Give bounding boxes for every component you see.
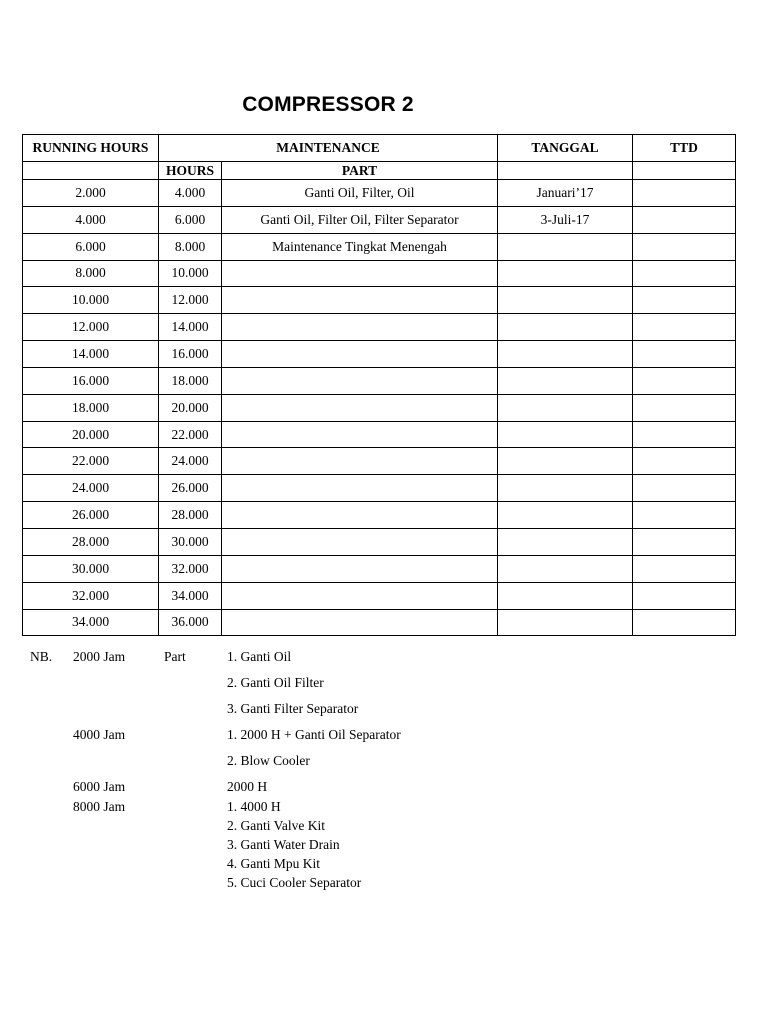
cell-tanggal — [498, 609, 633, 636]
cell-running: 20.000 — [23, 421, 159, 448]
note-item: 2000 H — [227, 779, 268, 794]
header-running-hours: RUNNING HOURS — [23, 135, 159, 162]
note-item: 4. Ganti Mpu Kit — [227, 856, 320, 871]
part-label: Part — [164, 649, 186, 664]
table-row — [23, 367, 736, 394]
note-item: 3. Ganti Water Drain — [227, 837, 340, 852]
jam-4000-label: 4000 Jam — [73, 727, 126, 742]
note-item: 5. Cuci Cooler Separator — [227, 875, 362, 890]
cell-tanggal — [498, 394, 633, 421]
cell-part — [222, 260, 498, 287]
table-row — [23, 609, 736, 636]
cell-ttd — [633, 206, 736, 233]
cell-part — [222, 555, 498, 582]
cell-part — [222, 609, 498, 636]
cell-running: 16.000 — [23, 367, 159, 394]
cell-running: 18.000 — [23, 394, 159, 421]
cell-running: 8.000 — [23, 260, 159, 287]
cell-hours: 26.000 — [159, 475, 222, 502]
cell-part — [222, 448, 498, 475]
header-hours: HOURS — [159, 162, 222, 180]
cell-part: Ganti Oil, Filter Oil, Filter Separator — [222, 206, 498, 233]
cell-hours: 10.000 — [159, 260, 222, 287]
cell-ttd — [633, 555, 736, 582]
cell-tanggal — [498, 287, 633, 314]
subheader-empty — [498, 162, 633, 180]
cell-running: 2.000 — [23, 180, 159, 207]
cell-part — [222, 528, 498, 555]
header-part: PART — [222, 162, 498, 180]
table-row — [23, 180, 736, 207]
note-item: 1. 4000 H — [227, 799, 281, 814]
cell-part — [222, 394, 498, 421]
cell-ttd — [633, 609, 736, 636]
cell-running: 26.000 — [23, 502, 159, 529]
cell-hours: 32.000 — [159, 555, 222, 582]
header-row — [23, 135, 736, 162]
cell-hours: 30.000 — [159, 528, 222, 555]
cell-part: Ganti Oil, Filter, Oil — [222, 180, 498, 207]
cell-running: 22.000 — [23, 448, 159, 475]
cell-part — [222, 314, 498, 341]
cell-ttd — [633, 475, 736, 502]
subheader-empty — [633, 162, 736, 180]
table-row — [23, 260, 736, 287]
cell-hours: 28.000 — [159, 502, 222, 529]
maintenance-table — [22, 134, 736, 636]
table-row — [23, 206, 736, 233]
table-row — [23, 233, 736, 260]
nb-label: NB. — [30, 649, 53, 664]
note-item: 3. Ganti Filter Separator — [227, 701, 359, 716]
cell-tanggal — [498, 555, 633, 582]
table-row — [23, 502, 736, 529]
cell-hours: 16.000 — [159, 341, 222, 368]
cell-tanggal — [498, 233, 633, 260]
cell-hours: 36.000 — [159, 609, 222, 636]
table-row — [23, 528, 736, 555]
cell-ttd — [633, 421, 736, 448]
cell-running: 28.000 — [23, 528, 159, 555]
cell-ttd — [633, 341, 736, 368]
header-tanggal: TANGGAL — [498, 135, 633, 162]
subheader-row — [23, 162, 736, 180]
cell-hours: 20.000 — [159, 394, 222, 421]
cell-tanggal — [498, 314, 633, 341]
cell-hours: 34.000 — [159, 582, 222, 609]
cell-tanggal — [498, 528, 633, 555]
cell-ttd — [633, 394, 736, 421]
header-maintenance: MAINTENANCE — [159, 135, 498, 162]
table-body — [23, 180, 736, 636]
table-row — [23, 448, 736, 475]
jam-6000-label: 6000 Jam — [73, 779, 126, 794]
note-item: 2. Blow Cooler — [227, 753, 310, 768]
cell-running: 6.000 — [23, 233, 159, 260]
cell-ttd — [633, 314, 736, 341]
cell-hours: 6.000 — [159, 206, 222, 233]
cell-tanggal — [498, 367, 633, 394]
jam-8000-label: 8000 Jam — [73, 799, 126, 814]
note-item: 2. Ganti Valve Kit — [227, 818, 325, 833]
cell-tanggal — [498, 448, 633, 475]
cell-tanggal: Januari’17 — [498, 180, 633, 207]
page-title: COMPRESSOR 2 — [242, 93, 414, 116]
note-item: 2. Ganti Oil Filter — [227, 675, 324, 690]
table-row — [23, 314, 736, 341]
note-item: 1. 2000 H + Ganti Oil Separator — [227, 727, 401, 742]
cell-part: Maintenance Tingkat Menengah — [222, 233, 498, 260]
cell-hours: 4.000 — [159, 180, 222, 207]
note-item: 1. Ganti Oil — [227, 649, 292, 664]
subheader-empty — [23, 162, 159, 180]
table-row — [23, 582, 736, 609]
cell-tanggal — [498, 341, 633, 368]
cell-running: 32.000 — [23, 582, 159, 609]
cell-ttd — [633, 367, 736, 394]
cell-running: 14.000 — [23, 341, 159, 368]
cell-tanggal — [498, 421, 633, 448]
table-row — [23, 421, 736, 448]
cell-tanggal — [498, 502, 633, 529]
table-row — [23, 287, 736, 314]
table-row — [23, 475, 736, 502]
table-row — [23, 394, 736, 421]
cell-tanggal — [498, 582, 633, 609]
cell-hours: 12.000 — [159, 287, 222, 314]
cell-part — [222, 367, 498, 394]
cell-ttd — [633, 287, 736, 314]
cell-ttd — [633, 582, 736, 609]
cell-running: 24.000 — [23, 475, 159, 502]
table-row — [23, 341, 736, 368]
cell-hours: 14.000 — [159, 314, 222, 341]
cell-part — [222, 475, 498, 502]
cell-hours: 8.000 — [159, 233, 222, 260]
cell-part — [222, 341, 498, 368]
table-row — [23, 555, 736, 582]
jam-2000-label: 2000 Jam — [73, 649, 126, 664]
cell-part — [222, 287, 498, 314]
cell-part — [222, 502, 498, 529]
cell-hours: 22.000 — [159, 421, 222, 448]
cell-running: 10.000 — [23, 287, 159, 314]
cell-hours: 24.000 — [159, 448, 222, 475]
cell-ttd — [633, 233, 736, 260]
cell-ttd — [633, 448, 736, 475]
cell-hours: 18.000 — [159, 367, 222, 394]
cell-running: 34.000 — [23, 609, 159, 636]
cell-running: 30.000 — [23, 555, 159, 582]
cell-part — [222, 582, 498, 609]
cell-part — [222, 421, 498, 448]
cell-running: 12.000 — [23, 314, 159, 341]
cell-ttd — [633, 502, 736, 529]
header-ttd: TTD — [633, 135, 736, 162]
cell-tanggal — [498, 475, 633, 502]
cell-ttd — [633, 260, 736, 287]
cell-tanggal: 3-Juli-17 — [498, 206, 633, 233]
cell-running: 4.000 — [23, 206, 159, 233]
cell-tanggal — [498, 260, 633, 287]
cell-ttd — [633, 528, 736, 555]
cell-ttd — [633, 180, 736, 207]
